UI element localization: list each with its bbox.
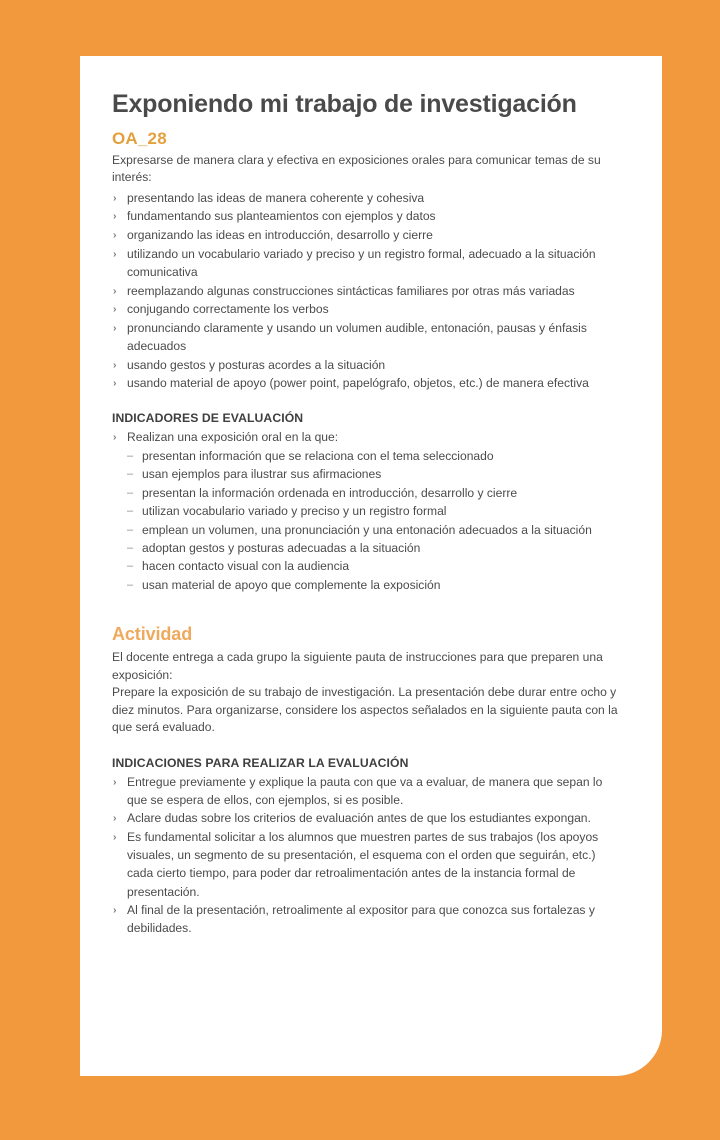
dash-bullet-icon: – xyxy=(127,450,134,462)
oa-bullet-list xyxy=(112,189,622,393)
actividad-heading: Actividad xyxy=(112,624,193,644)
dash-bullet-icon: – xyxy=(127,560,134,573)
list-item xyxy=(112,447,622,465)
indicadores-heading: INDICADORES DE EVALUACIÓN xyxy=(112,411,304,426)
dash-bullet-icon: – xyxy=(127,541,134,554)
list-item-label: presentan información que se relaciona con el tema seleccionado xyxy=(142,449,494,463)
indicadores-sub-list xyxy=(112,447,622,594)
list-item xyxy=(112,428,622,446)
list-item xyxy=(112,207,622,225)
list-item xyxy=(112,828,622,901)
list-item xyxy=(112,374,622,392)
list-item-label: Al final de la presentación, retroalimente al expositor para que conozca sus fortalezas y debilidades. xyxy=(127,903,595,936)
indicaciones-heading: INDICACIONES PARA REALIZAR LA EVALUACIÓN xyxy=(112,755,409,770)
list-item xyxy=(112,521,622,539)
list-item-label: emplean un volumen, una pronunciación y una entonación adecuados a la situación xyxy=(142,522,592,537)
indicadores-lead-list xyxy=(112,428,622,446)
list-item xyxy=(112,773,622,809)
oa-code-label: OA_28 xyxy=(112,128,167,148)
chevron-right-icon: › xyxy=(113,358,117,371)
list-item xyxy=(112,356,622,374)
list-item-label: presentando las ideas de manera coherente y cohesiva xyxy=(127,190,425,205)
list-item xyxy=(112,502,622,520)
list-item-label: organizando las ideas en introducción, desarrollo y cierre xyxy=(127,228,433,243)
list-item xyxy=(112,319,622,355)
dash-bullet-icon: – xyxy=(127,468,134,481)
list-item-label: usando gestos y posturas acordes a la situación xyxy=(127,357,386,372)
dash-bullet-icon: – xyxy=(127,486,134,499)
list-item-label: reemplazando algunas construcciones sintácticas familiares por otras más variadas xyxy=(127,283,575,298)
list-item xyxy=(112,557,622,575)
list-item-label: pronunciando claramente y usando un volumen audible, entonación, pausas y énfasis adecuados xyxy=(127,320,587,353)
list-item-label: hacen contacto visual con la audiencia xyxy=(142,559,350,574)
list-item-label: conjugando correctamente los verbos xyxy=(127,302,329,317)
list-item-label: utilizan vocabulario variado y preciso y un registro formal xyxy=(142,504,447,519)
list-item xyxy=(112,189,622,207)
chevron-right-icon: › xyxy=(113,431,117,444)
chevron-right-icon: › xyxy=(113,831,117,844)
list-item xyxy=(112,484,622,502)
chevron-right-icon: › xyxy=(113,377,117,390)
list-item-label: Entregue previamente y explique la pauta con que va a evaluar, de manera que sepan lo que se espera de ellos, con ejemplos, si es posible. xyxy=(127,774,603,807)
list-item xyxy=(112,282,622,300)
dash-bullet-icon: – xyxy=(127,523,134,536)
document-card xyxy=(80,56,662,1076)
list-item xyxy=(112,226,622,244)
chevron-right-icon: › xyxy=(113,775,117,788)
list-item-label: adoptan gestos y posturas adecuadas a la situación xyxy=(142,540,421,555)
oa-intro-text: Expresarse de manera clara y efectiva en exposiciones orales para comunicar temas de su interés: xyxy=(112,152,601,185)
list-item xyxy=(112,809,622,827)
indicaciones-list xyxy=(112,773,622,938)
list-item-label: usan ejemplos para ilustrar sus afirmaciones xyxy=(142,467,382,482)
chevron-right-icon: › xyxy=(113,321,117,334)
list-item xyxy=(112,576,622,594)
list-item xyxy=(112,465,622,483)
list-item-label: Realizan una exposición oral en la que: xyxy=(127,430,339,445)
list-item xyxy=(112,245,622,281)
list-item-label: utilizando un vocabulario variado y preciso y un registro formal, adecuado a la situación comunicativa xyxy=(127,246,596,279)
chevron-right-icon: › xyxy=(113,210,117,223)
actividad-paragraph-2: Prepare la exposición de su trabajo de investigación. La presentación debe durar entre ocho y diez minutos. Para organizarse, considere los aspectos señalados en la siguiente pauta con la que será evaluado. xyxy=(112,685,618,735)
chevron-right-icon: › xyxy=(113,812,117,825)
list-item-label: usando material de apoyo (power point, papelógrafo, objetos, etc.) de manera efectiva xyxy=(127,376,589,391)
chevron-right-icon: › xyxy=(113,191,117,204)
list-item-label: Es fundamental solicitar a los alumnos que muestren partes de sus trabajos (los apoyos visuales, un segmento de su presentación, el esquema con el orden que seguirán, etc.) cada cierto tiempo, para poder dar retroalimentación antes de la instancia formal de presentación. xyxy=(127,830,599,899)
chevron-right-icon: › xyxy=(113,303,117,316)
list-item xyxy=(112,901,622,937)
actividad-paragraph-1: El docente entrega a cada grupo la siguiente pauta de instrucciones para que preparen una exposición: xyxy=(112,650,603,682)
chevron-right-icon: › xyxy=(113,904,117,917)
list-item xyxy=(112,300,622,318)
chevron-right-icon: › xyxy=(113,247,117,260)
list-item-label: Aclare dudas sobre los criterios de evaluación antes de que los estudiantes expongan. xyxy=(127,811,591,826)
dash-bullet-icon: – xyxy=(127,578,134,591)
list-item-label: usan material de apoyo que complemente la exposición xyxy=(142,577,441,592)
page-title: Exponiendo mi trabajo de investigación xyxy=(112,90,577,118)
dash-bullet-icon: – xyxy=(127,505,134,518)
chevron-right-icon: › xyxy=(113,284,117,297)
list-item-label: presentan la información ordenada en introducción, desarrollo y cierre xyxy=(142,485,518,500)
list-item xyxy=(112,539,622,557)
chevron-right-icon: › xyxy=(113,229,117,242)
list-item-label: fundamentando sus planteamientos con ejemplos y datos xyxy=(127,209,436,224)
